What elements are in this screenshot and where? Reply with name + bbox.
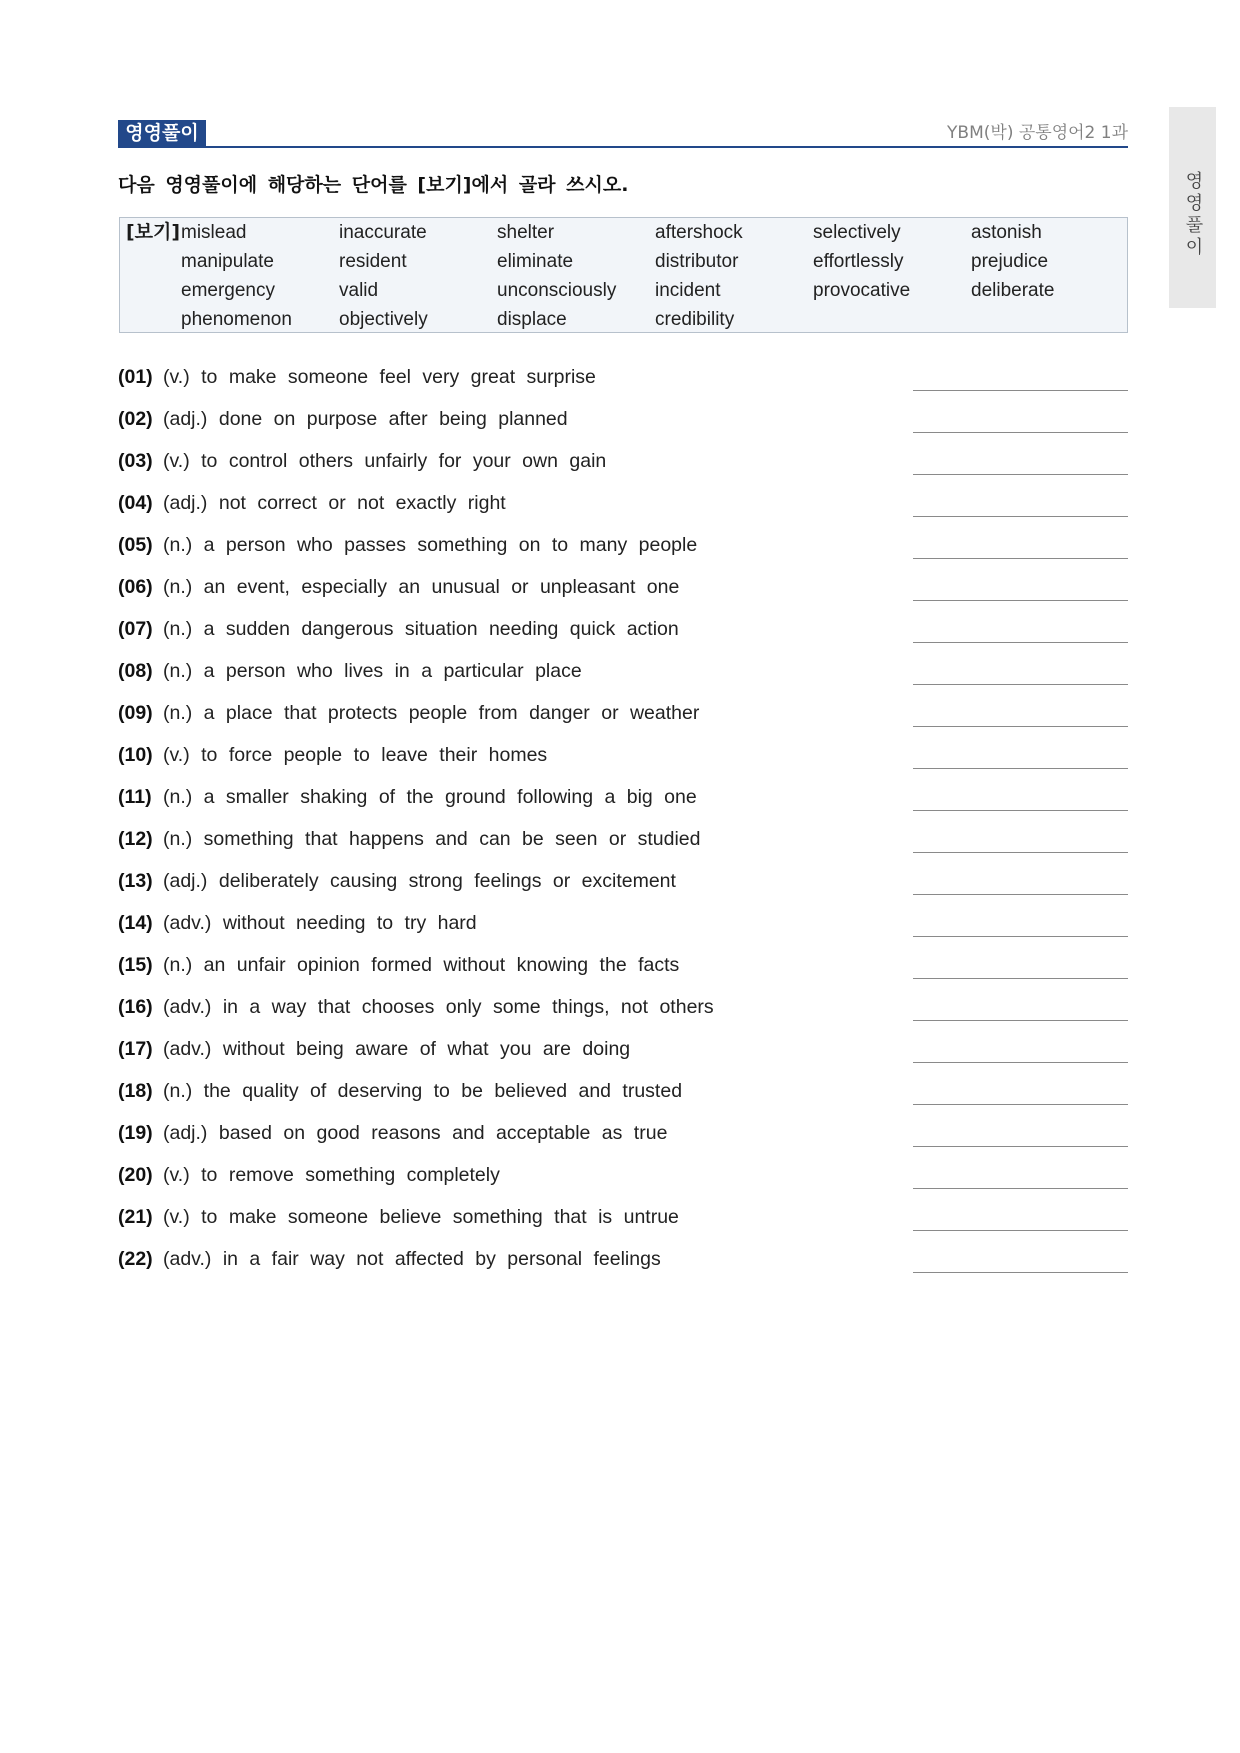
answer-blank-line [913,1230,1128,1231]
question-definition: to force people to leave their homes [201,744,548,766]
word-item: deliberate [971,280,1055,301]
question-number: (06) [118,576,153,598]
question-row [118,398,1128,440]
question-row [118,608,1128,650]
question-definition: deliberately causing strong feelings or excitement [218,870,676,892]
question-number: (16) [118,996,153,1018]
question-definition: without needing to try hard [222,912,477,934]
word-item: shelter [497,222,555,243]
question-number: (04) [118,492,153,514]
word-item: displace [497,309,567,330]
question-definition: based on good reasons and acceptable as true [218,1122,668,1144]
question-part-of-speech: (n.) [163,1080,193,1102]
word-item: manipulate [181,251,274,272]
question-definition: not correct or not exactly right [218,492,506,514]
question-definition: a smaller shaking of the ground following a big one [203,786,697,808]
question-row [118,566,1128,608]
question-definition: a person who passes something on to many people [203,534,698,556]
question-number: (12) [118,828,153,850]
question-part-of-speech: (adj.) [163,408,208,430]
question-row [118,734,1128,776]
side-tab-label: 영영풀이 [1182,171,1204,259]
word-list [181,218,1129,334]
answer-blank-line [913,1020,1128,1021]
question-row [118,1112,1128,1154]
question-part-of-speech: (n.) [163,954,193,976]
question-number: (08) [118,660,153,682]
question-part-of-speech: (adv.) [163,1038,212,1060]
word-item: credibility [655,309,735,330]
answer-blank-line [913,1272,1128,1273]
question-definition: a person who lives in a particular place [203,660,582,682]
question-part-of-speech: (n.) [163,786,193,808]
question-number: (20) [118,1164,153,1186]
word-item: unconsciously [497,280,617,301]
question-list [118,356,1128,1280]
question-definition: to control others unfairly for your own gain [201,450,607,472]
answer-blank-line [913,1146,1128,1147]
question-number: (03) [118,450,153,472]
question-part-of-speech: (v.) [163,1206,190,1228]
question-row [118,650,1128,692]
answer-blank-line [913,852,1128,853]
question-number: (07) [118,618,153,640]
question-definition: a place that protects people from danger or weather [203,702,700,724]
answer-blank-line [913,558,1128,559]
word-item: aftershock [655,222,743,243]
word-item: eliminate [497,251,574,272]
answer-blank-line [913,978,1128,979]
word-item: inaccurate [339,222,427,243]
answer-blank-line [913,768,1128,769]
question-part-of-speech: (adv.) [163,912,212,934]
question-row [118,944,1128,986]
question-part-of-speech: (n.) [163,618,193,640]
question-number: (01) [118,366,153,388]
question-row [118,1196,1128,1238]
question-part-of-speech: (adj.) [163,870,208,892]
question-definition: in a way that chooses only some things, not others [222,996,714,1018]
question-row [118,482,1128,524]
question-part-of-speech: (v.) [163,744,190,766]
question-part-of-speech: (v.) [163,1164,190,1186]
question-number: (10) [118,744,153,766]
question-number: (17) [118,1038,153,1060]
question-part-of-speech: (adv.) [163,996,212,1018]
question-definition: an unfair opinion formed without knowing the facts [203,954,680,976]
word-item: effortlessly [813,251,904,272]
answer-blank-line [913,810,1128,811]
answer-blank-line [913,600,1128,601]
question-definition: done on purpose after being planned [218,408,568,430]
question-part-of-speech: (n.) [163,828,193,850]
answer-blank-line [913,432,1128,433]
question-part-of-speech: (adv.) [163,1248,212,1270]
question-row [118,692,1128,734]
question-row [118,524,1128,566]
answer-blank-line [913,1104,1128,1105]
question-number: (21) [118,1206,153,1228]
question-definition: an event, especially an unusual or unpleasant one [203,576,680,598]
question-number: (22) [118,1248,153,1270]
question-row [118,1028,1128,1070]
question-number: (09) [118,702,153,724]
word-item: distributor [655,251,739,272]
question-row [118,1238,1128,1280]
question-number: (05) [118,534,153,556]
word-item: phenomenon [181,309,292,330]
question-part-of-speech: (v.) [163,366,190,388]
word-item: prejudice [971,251,1049,272]
question-row [118,986,1128,1028]
question-number: (18) [118,1080,153,1102]
instruction: 다음 영영풀이에 해당하는 단어를 [보기]에서 골라 쓰시오. [118,174,629,196]
question-part-of-speech: (adj.) [163,1122,208,1144]
question-row [118,440,1128,482]
answer-blank-line [913,684,1128,685]
word-item: mislead [181,222,247,243]
side-tab [1169,107,1216,308]
source-label: YBM(박) 공통영어2 1과 [947,123,1128,143]
question-number: (13) [118,870,153,892]
answer-blank-line [913,1062,1128,1063]
question-part-of-speech: (adj.) [163,492,208,514]
word-item: resident [339,251,407,272]
question-definition: a sudden dangerous situation needing quick action [203,618,679,640]
question-definition: to make someone believe something that is untrue [201,1206,679,1228]
answer-blank-line [913,474,1128,475]
header-rule [118,146,1128,148]
question-part-of-speech: (n.) [163,660,193,682]
question-row [118,1154,1128,1196]
word-item: incident [655,280,721,301]
word-item: astonish [971,222,1042,243]
question-number: (02) [118,408,153,430]
question-row [118,1070,1128,1112]
question-definition: to remove something completely [201,1164,500,1186]
question-number: (19) [118,1122,153,1144]
question-row [118,860,1128,902]
question-number: (15) [118,954,153,976]
question-part-of-speech: (v.) [163,450,190,472]
question-definition: without being aware of what you are doing [222,1038,631,1060]
question-number: (11) [118,786,152,808]
word-item: emergency [181,280,275,301]
question-definition: something that happens and can be seen or studied [203,828,701,850]
section-badge: 영영풀이 [118,120,206,146]
question-definition: the quality of deserving to be believed and trusted [203,1080,683,1102]
answer-blank-line [913,894,1128,895]
word-item: valid [339,280,379,301]
answer-blank-line [913,936,1128,937]
question-number: (14) [118,912,153,934]
word-item: objectively [339,309,428,330]
question-part-of-speech: (n.) [163,702,193,724]
answer-blank-line [913,516,1128,517]
answer-blank-line [913,390,1128,391]
question-row [118,902,1128,944]
question-part-of-speech: (n.) [163,576,193,598]
answer-blank-line [913,726,1128,727]
answer-blank-line [913,1188,1128,1189]
word-box [119,217,1128,333]
question-definition: in a fair way not affected by personal feelings [222,1248,661,1270]
question-definition: to make someone feel very great surprise [201,366,596,388]
word-item: selectively [813,222,901,243]
word-box-label: [보기] [126,221,181,243]
question-part-of-speech: (n.) [163,534,193,556]
question-row [118,776,1128,818]
question-row [118,356,1128,398]
question-row [118,818,1128,860]
answer-blank-line [913,642,1128,643]
word-item: provocative [813,280,911,301]
